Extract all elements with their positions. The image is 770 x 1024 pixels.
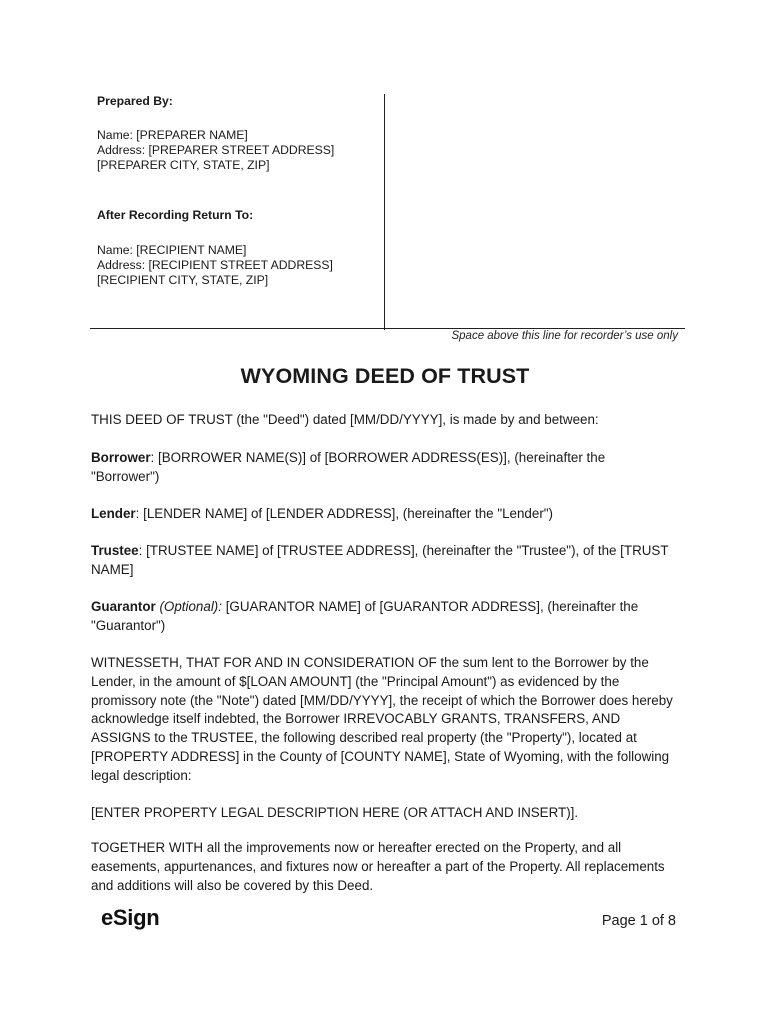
borrower-label: Borrower (91, 450, 151, 465)
guarantor-label: Guarantor (91, 599, 156, 614)
prepared-by-label: Prepared By: (97, 94, 173, 108)
recipient-name: Name: [RECIPIENT NAME] (97, 243, 247, 257)
together-with-paragraph: TOGETHER WITH all the improvements now or hereafter erected on the Property, and all easements, appurtenances, and fixtures now or hereafter a part of the Property. All replacements and additions will also be covered by this Deed. (91, 840, 665, 893)
guarantor-paragraph (91, 598, 676, 636)
witnesseth-paragraph: WITNESSETH, THAT FOR AND IN CONSIDERATION OF the sum lent to the Borrower by the Lender, in the amount of $[LOAN AMOUNT] (the "Principal Amount") as evidenced by the promissory note (the "Note") dated [MM/DD/YYYY], the receipt of which the Borrower does hereby acknowledge itself indebted, the Borrower IRREVOCABLY GRANTS, TRANSFERS, AND ASSIGNS to the TRUSTEE, the following described real property (the "Property"), located at [PROPERTY ADDRESS] in the County of [COUNTY NAME], State of Wyoming, with the following legal description: (91, 655, 673, 783)
recorder-vertical-divider (384, 94, 385, 330)
preparer-address: Address: [PREPARER STREET ADDRESS] (97, 143, 335, 157)
trustee-label: Trustee (91, 543, 139, 558)
esign-logo: eSign (101, 905, 160, 930)
page-number: Page 1 of 8 (601, 913, 676, 929)
intro-paragraph: THIS DEED OF TRUST (the "Deed") dated [MM/DD/YYYY], is made by and between: (91, 412, 599, 427)
return-to-label: After Recording Return To: (97, 208, 254, 222)
preparer-city: [PREPARER CITY, STATE, ZIP] (97, 158, 270, 172)
guarantor-optional: (Optional): (159, 599, 222, 614)
borrower-text: : [BORROWER NAME(S)] of [BORROWER ADDRESS(ES)], (hereinafter the "Borrower") (91, 450, 606, 484)
recipient-city: [RECIPIENT CITY, STATE, ZIP] (97, 273, 269, 287)
lender-paragraph (91, 505, 676, 524)
recorder-note: Space above this line for recorder’s use only (451, 330, 678, 342)
document-title: WYOMING DEED OF TRUST (240, 364, 530, 388)
lender-text: : [LENDER NAME] of [LENDER ADDRESS], (hereinafter the "Lender") (135, 506, 553, 521)
guarantor-text: [GUARANTOR NAME] of [GUARANTOR ADDRESS], (hereinafter the "Guarantor") (91, 599, 639, 633)
recorder-horizontal-divider (90, 328, 685, 329)
recipient-address: Address: [RECIPIENT STREET ADDRESS] (97, 258, 333, 272)
preparer-name: Name: [PREPARER NAME] (97, 128, 248, 142)
legal-description-paragraph: [ENTER PROPERTY LEGAL DESCRIPTION HERE (OR ATTACH AND INSERT)]. (91, 805, 579, 820)
trustee-text: : [TRUSTEE NAME] of [TRUSTEE ADDRESS], (hereinafter the "Trustee"), of the [TRUST NAME] (91, 543, 669, 577)
borrower-paragraph (91, 449, 676, 487)
lender-label: Lender (91, 506, 136, 521)
trustee-paragraph (91, 542, 676, 580)
